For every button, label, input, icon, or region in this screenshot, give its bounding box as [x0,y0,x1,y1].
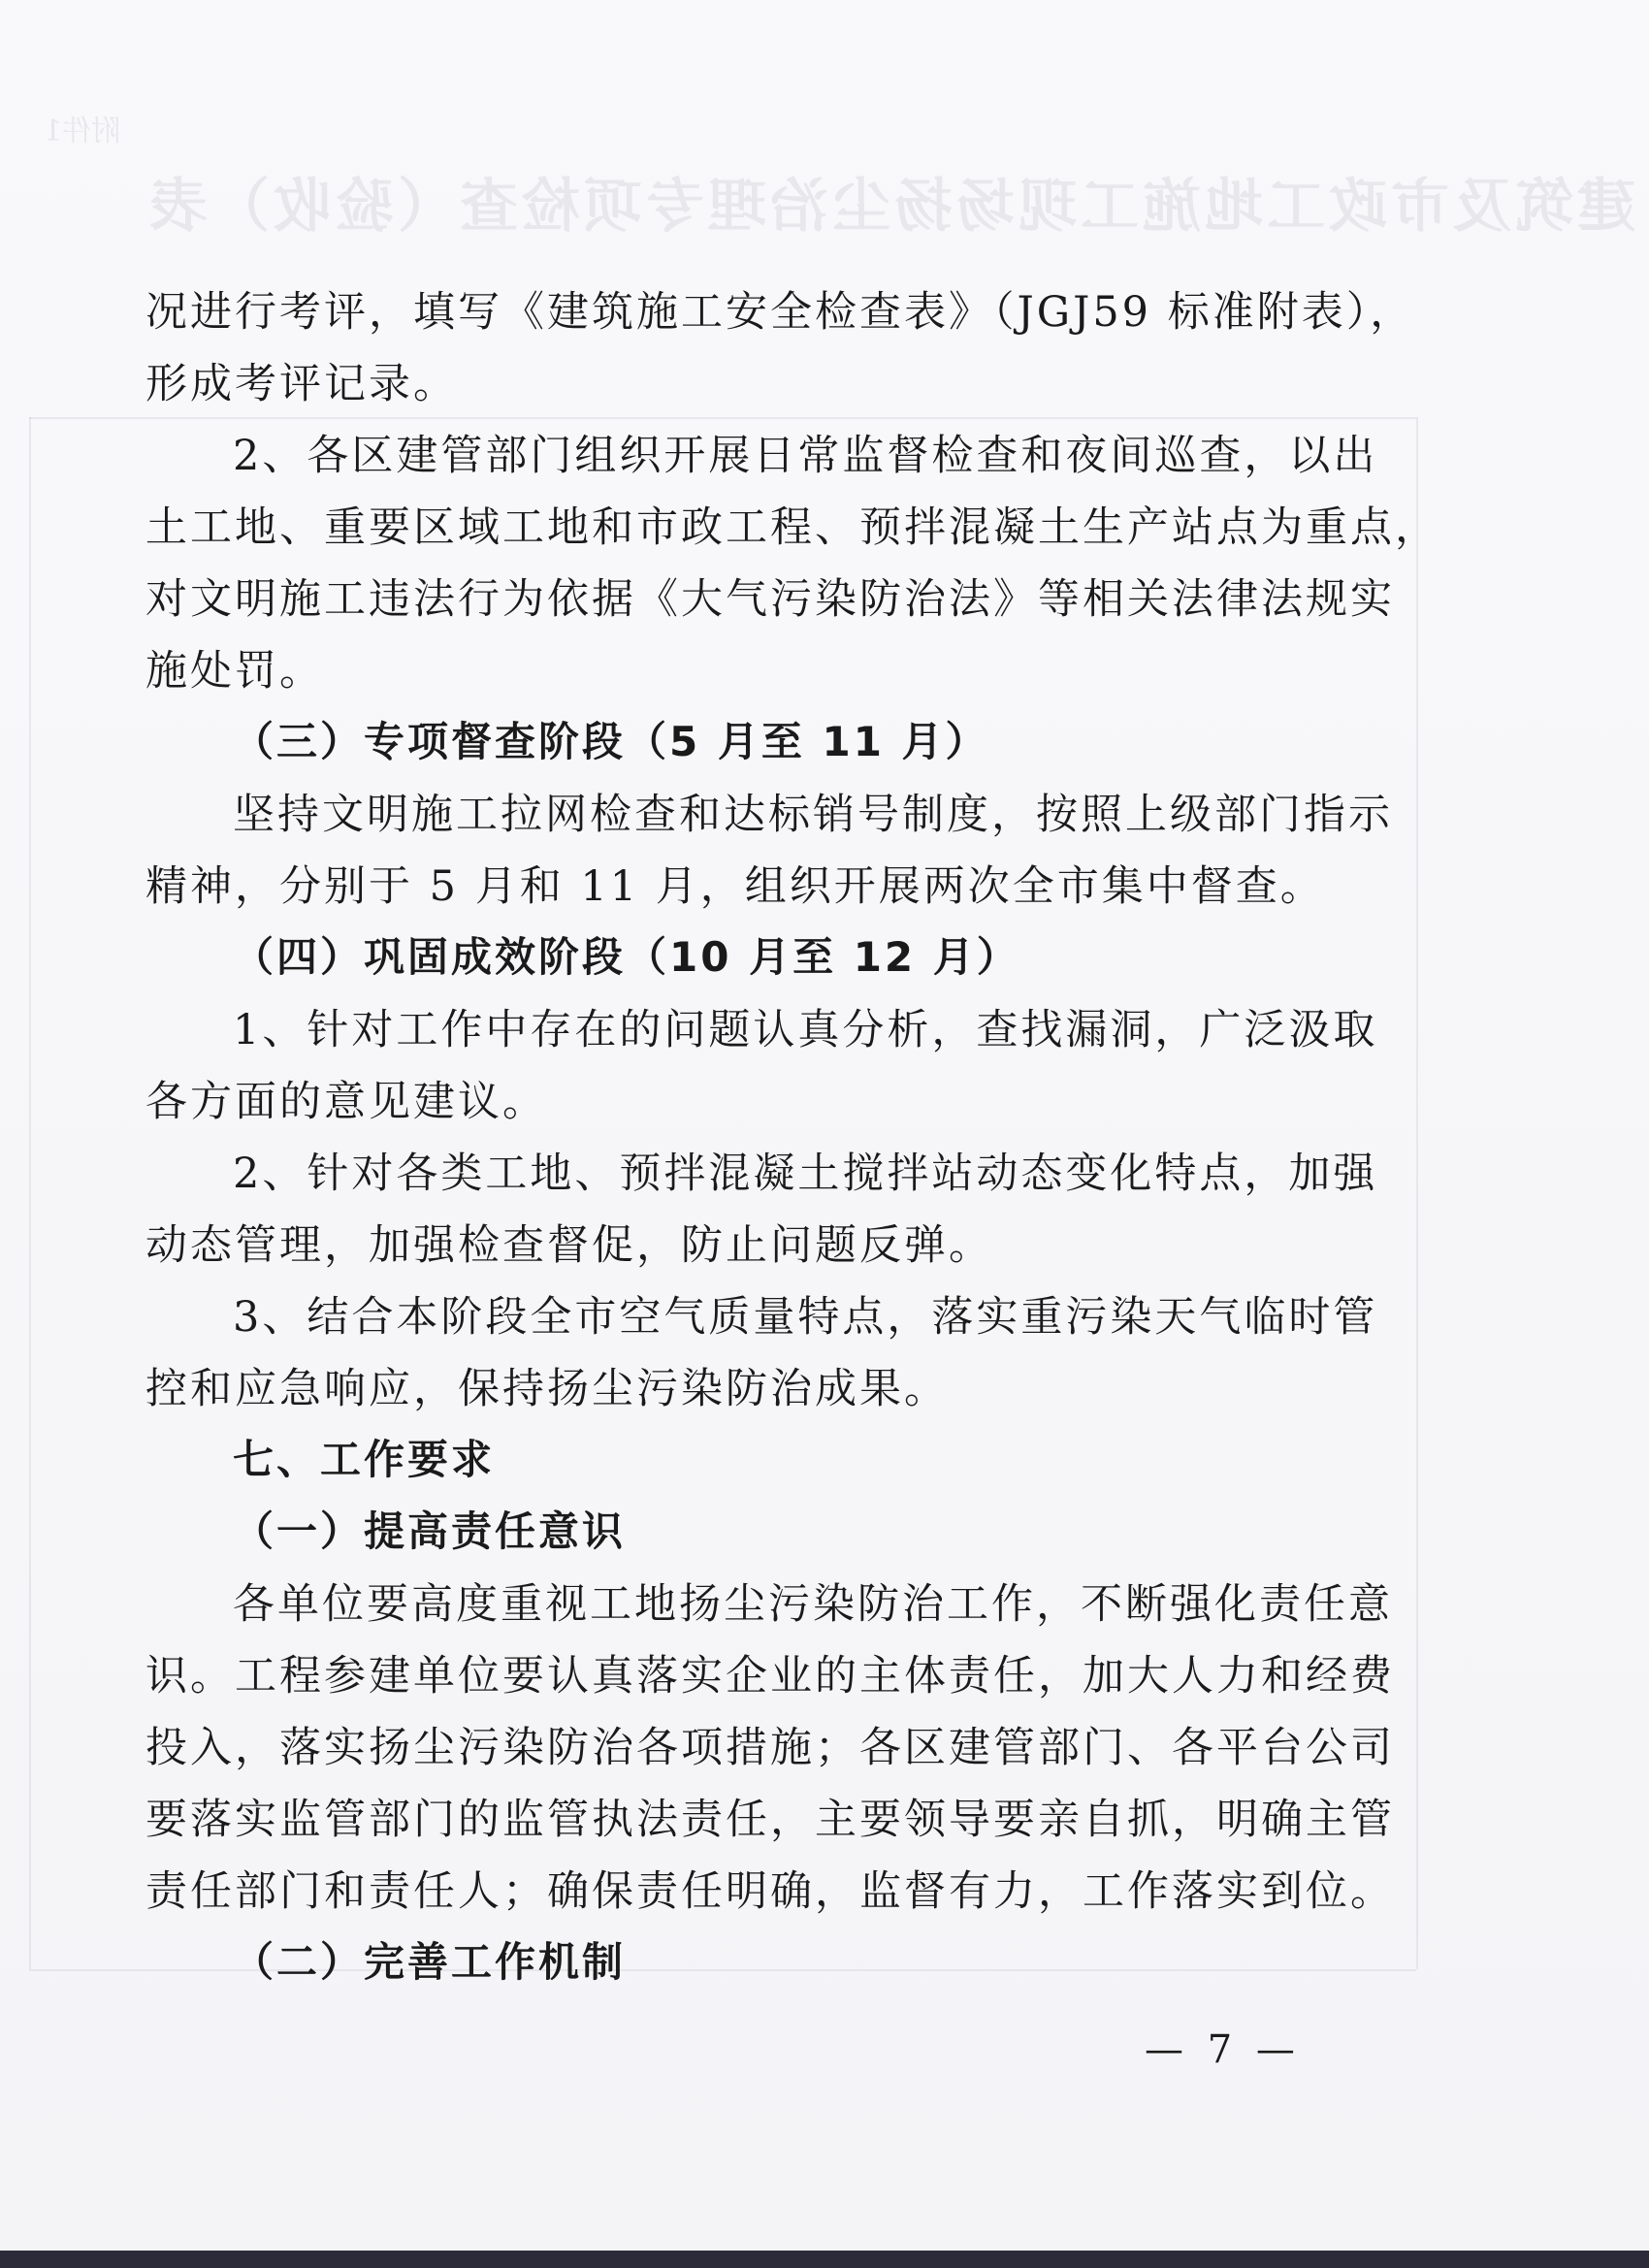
paragraph-line: 要落实监管部门的监管执法责任，主要领导要亲自抓，明确主管 [146,1796,1395,1844]
paragraph-line: 对文明施工违法行为依据《大气污染防治法》等相关法律法规实 [146,575,1395,624]
show-through-table-line [29,417,31,1969]
show-through-title: 建筑及市政工地施工现场扬尘治理专项检查（验收）表 [146,173,1635,241]
paragraph-line: 识。工程参建单位要认真落实企业的主体责任，加大人力和经费 [146,1652,1395,1701]
section-heading: 七、工作要求 [233,1436,496,1483]
paragraph-line: 形成考评记录。 [146,360,458,408]
paragraph-line: 各方面的意见建议。 [146,1078,547,1126]
page-number: — 7 — [1145,2027,1301,2072]
show-through-tag: 附件1 [44,114,121,148]
paragraph-line: 精神，分别于 5 月和 11 月，组织开展两次全市集中督查。 [146,862,1325,911]
paragraph-line: 3、结合本阶段全市空气质量特点，落实重污染天气临时管 [233,1293,1378,1342]
paragraph-line: 2、针对各类工地、预拌混凝土搅拌站动态变化特点，加强 [233,1150,1378,1198]
section-heading: （四）巩固成效阶段（10 月至 12 月） [233,933,1020,981]
paragraph-line: 动态管理，加强检查督促，防止问题反弹。 [146,1221,993,1270]
paragraph-line: 控和应急响应，保持扬尘污染防治成果。 [146,1365,949,1413]
section-heading: （三）专项督查阶段（5 月至 11 月） [233,718,989,765]
section-heading: （二）完善工作机制 [233,1938,627,1986]
show-through-table-line [1416,417,1418,1969]
paragraph-line: 况进行考评，填写《建筑施工安全检查表》（JGJ59 标准附表）， [146,288,1415,337]
paragraph-line: 施处罚。 [146,647,324,696]
paragraph-line: 土工地、重要区域工地和市政工程、预拌混凝土生产站点为重点， [146,503,1439,552]
paragraph-line: 各单位要高度重视工地扬尘污染防治工作，不断强化责任意 [233,1580,1393,1629]
paragraph-line: 责任部门和责任人；确保责任明确，监督有力，工作落实到位。 [146,1867,1395,1916]
show-through-table-line [29,417,1416,419]
paragraph-line: 2、各区建管部门组织开展日常监督检查和夜间巡查，以出 [233,432,1378,480]
scan-edge [0,2251,1649,2268]
paragraph-line: 投入，落实扬尘污染防治各项措施；各区建管部门、各平台公司 [146,1724,1395,1772]
paragraph-line: 坚持文明施工拉网检查和达标销号制度，按照上级部门指示 [233,791,1393,839]
paragraph-line: 1、针对工作中存在的问题认真分析，查找漏洞，广泛汲取 [233,1006,1378,1054]
section-heading: （一）提高责任意识 [233,1507,627,1555]
